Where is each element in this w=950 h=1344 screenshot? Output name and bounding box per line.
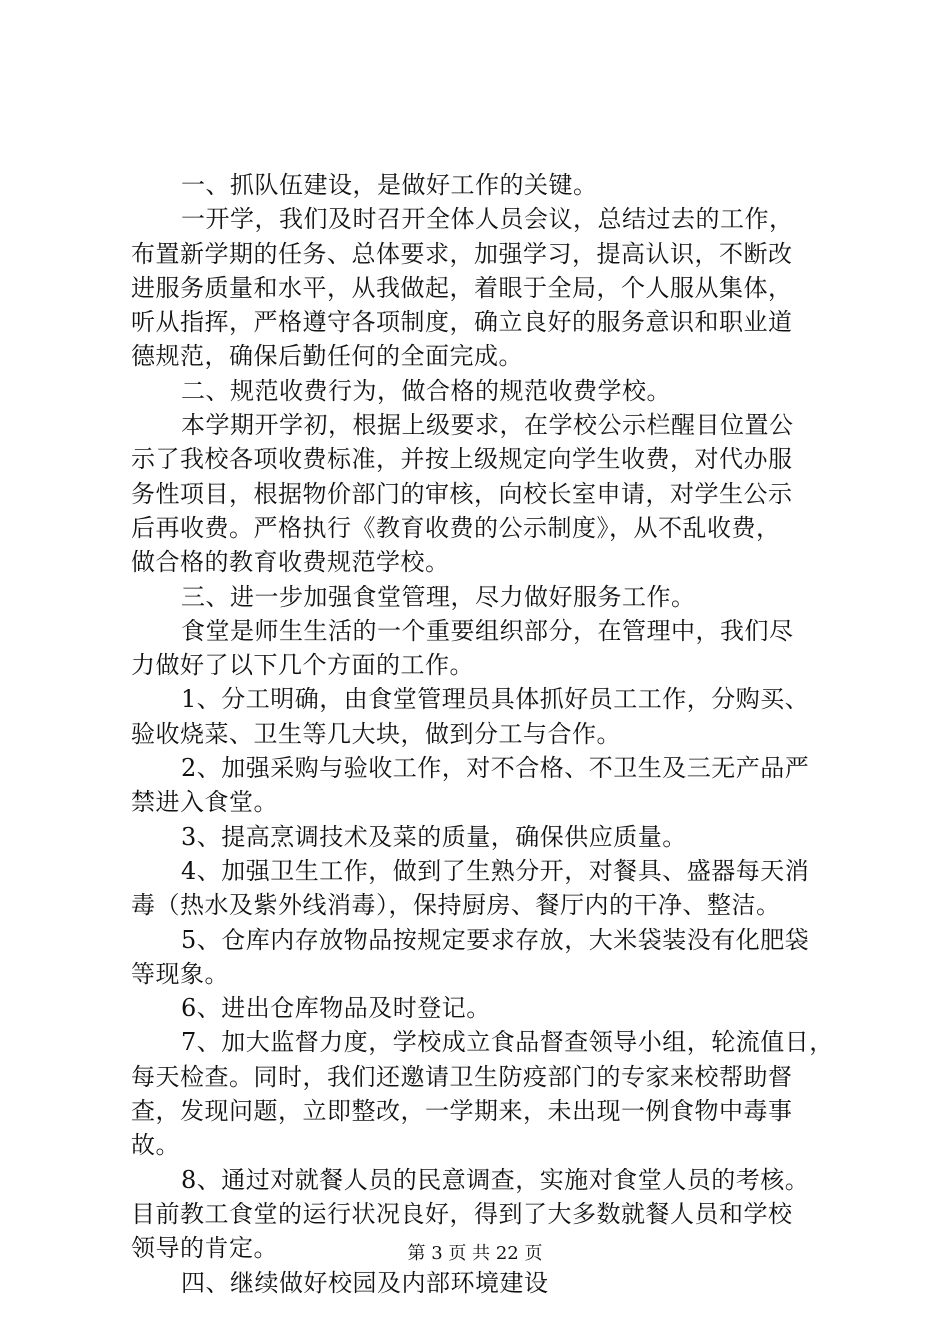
section-heading-3: 三、进一步加强食堂管理，尽力做好服务工作。 bbox=[181, 582, 696, 611]
list-item-line: 等现象。 bbox=[131, 959, 229, 988]
paragraph-line: 一开学，我们及时召开全体人员会议，总结过去的工作， bbox=[181, 205, 794, 234]
section-heading-4: 四、继续做好校园及内部环境建设 bbox=[181, 1268, 549, 1297]
list-item-line: 1、分工明确，由食堂管理员具体抓好员工工作，分购买、 bbox=[181, 685, 810, 714]
section-heading-2: 二、规范收费行为，做合格的规范收费学校。 bbox=[181, 376, 671, 405]
list-item-line: 查，发现问题，立即整改，一学期来，未出现一例食物中毒事 bbox=[131, 1097, 793, 1126]
list-item-line: 8、通过对就餐人员的民意调查，实施对食堂人员的考核。 bbox=[181, 1165, 810, 1194]
list-item-line: 6、进出仓库物品及时登记。 bbox=[181, 994, 491, 1023]
list-item-line: 7、加大监督力度，学校成立食品督查领导小组，轮流值日， bbox=[181, 1028, 834, 1057]
paragraph-line: 德规范，确保后勤任何的全面完成。 bbox=[131, 342, 523, 371]
list-item-line: 3、提高烹调技术及菜的质量，确保供应质量。 bbox=[181, 822, 687, 851]
page-number-footer: 第 3 页 共 22 页 bbox=[407, 1243, 543, 1264]
list-item-line: 领导的肯定。 bbox=[131, 1234, 278, 1263]
list-item-line: 故。 bbox=[131, 1131, 180, 1160]
list-item-line: 每天检查。同时，我们还邀请卫生防疫部门的专家来校帮助督 bbox=[131, 1062, 793, 1091]
list-item-line: 毒（热水及紫外线消毒），保持厨房、餐厅内的干净、整洁。 bbox=[131, 891, 781, 920]
paragraph-line: 做合格的教育收费规范学校。 bbox=[131, 548, 450, 577]
paragraph-line: 务性项目，根据物价部门的审核，向校长室申请，对学生公示 bbox=[131, 479, 793, 508]
paragraph-line: 食堂是师生生活的一个重要组织部分，在管理中，我们尽 bbox=[181, 616, 794, 645]
document-body bbox=[131, 168, 834, 1300]
list-item-line: 验收烧菜、卫生等几大块，做到分工与合作。 bbox=[131, 719, 621, 748]
paragraph-line: 力做好了以下几个方面的工作。 bbox=[131, 651, 474, 680]
list-item-line: 2、加强采购与验收工作，对不合格、不卫生及三无产品严 bbox=[181, 754, 810, 783]
list-item-line: 5、仓库内存放物品按规定要求存放，大米袋装没有化肥袋 bbox=[181, 925, 810, 954]
paragraph-line: 听从指挥，严格遵守各项制度，确立良好的服务意识和职业道 bbox=[131, 308, 793, 337]
list-item-line: 目前教工食堂的运行状况良好，得到了大多数就餐人员和学校 bbox=[131, 1199, 793, 1228]
paragraph-line: 本学期开学初，根据上级要求，在学校公示栏醒目位置公 bbox=[181, 411, 794, 440]
list-item-line: 禁进入食堂。 bbox=[131, 788, 278, 817]
paragraph-line: 布置新学期的任务、总体要求，加强学习，提高认识，不断改 bbox=[131, 239, 793, 268]
paragraph-line: 示了我校各项收费标准，并按上级规定向学生收费，对代办服 bbox=[131, 445, 793, 474]
paragraph-line: 后再收费。严格执行《教育收费的公示制度》，从不乱收费， bbox=[131, 513, 781, 542]
list-item-line: 4、加强卫生工作，做到了生熟分开，对餐具、盛器每天消 bbox=[181, 856, 810, 885]
section-heading-1: 一、抓队伍建设，是做好工作的关键。 bbox=[181, 171, 598, 199]
paragraph-line: 进服务质量和水平，从我做起，着眼于全局，个人服从集体， bbox=[131, 273, 793, 302]
